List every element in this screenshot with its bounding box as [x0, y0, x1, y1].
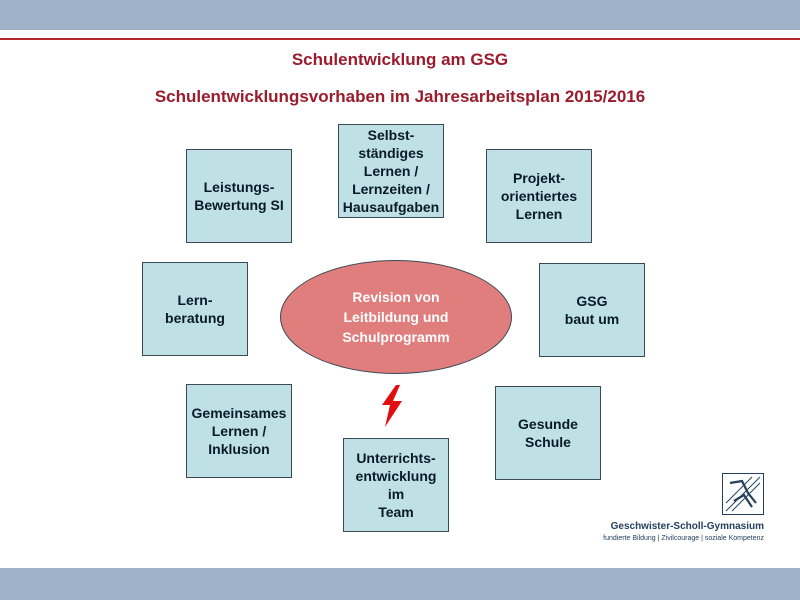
center-ellipse-revision: Revision von Leitbildung und Schulprogramm: [280, 260, 512, 374]
top-band: [0, 0, 800, 30]
box-gsg-baut-um: GSG baut um: [539, 263, 645, 357]
lightning-bolt-icon: [362, 383, 420, 429]
top-accent-line: [0, 38, 800, 40]
box-projektorientiertes-lernen: Projekt- orientiertes Lernen: [486, 149, 592, 243]
page-title: Schulentwicklung am GSG: [291, 50, 509, 69]
page-subtitle: Schulentwicklungsvorhaben im Jahresarbeitsplan 2015/2016: [154, 87, 646, 106]
box-gemeinsames-lernen: Gemeinsames Lernen / Inklusion: [186, 384, 292, 478]
box-gesunde-schule: Gesunde Schule: [495, 386, 601, 480]
school-tagline: fundierte Bildung | Zivilcourage | soziale Kompetenz: [603, 535, 764, 542]
school-name: Geschwister-Scholl-Gymnasium: [610, 521, 764, 532]
bottom-band: [0, 568, 800, 600]
box-leistungsbewertung: Leistungs- Bewertung SI: [186, 149, 292, 243]
school-logo-icon: [722, 473, 764, 515]
box-unterrichtsentwicklung: Unterrichts- entwicklung im Team: [343, 438, 449, 532]
box-lernberatung: Lern- beratung: [142, 262, 248, 356]
box-selbststaendiges-lernen: Selbst- ständiges Lernen / Lernzeiten / Hausaufgaben: [338, 124, 444, 218]
